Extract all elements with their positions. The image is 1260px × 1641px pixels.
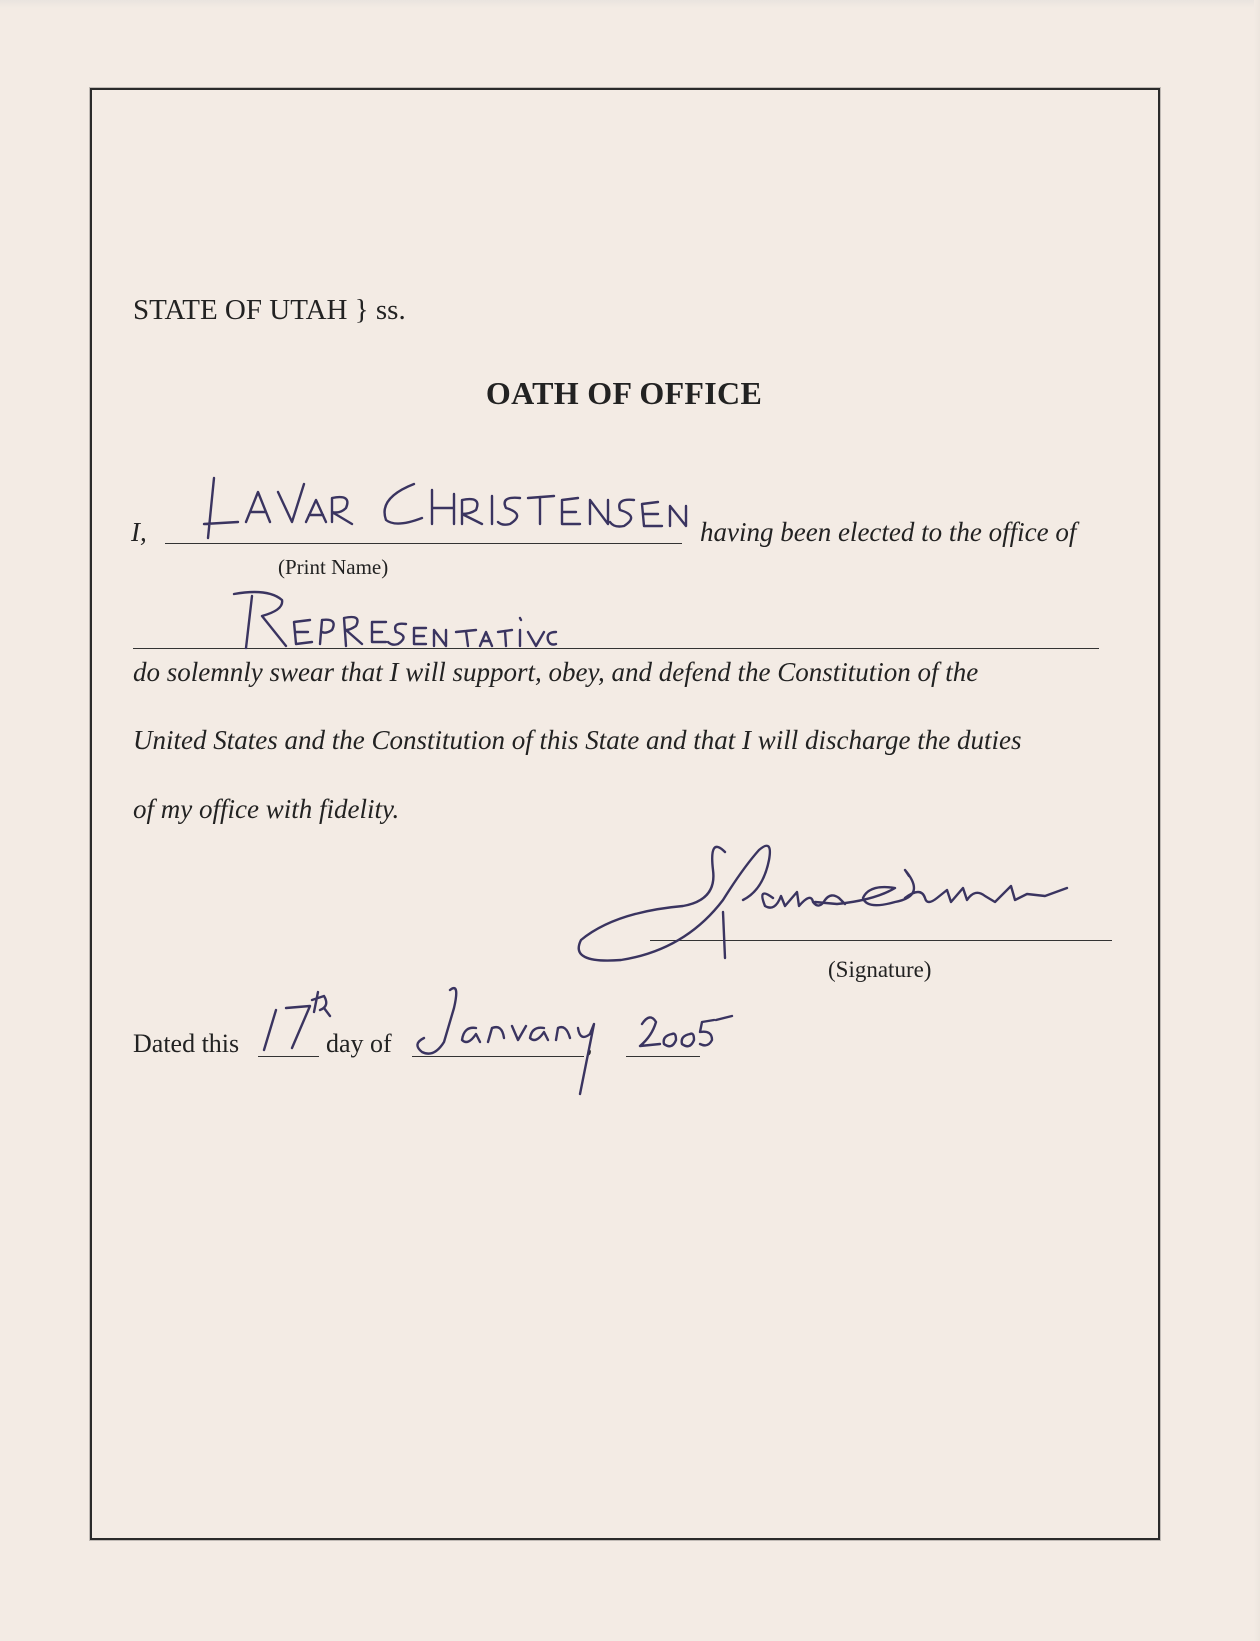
signature-caption: (Signature)	[828, 957, 932, 982]
day-line	[258, 1056, 319, 1057]
page-right-edge	[1254, 0, 1260, 1641]
page-title: OATH OF OFFICE	[485, 375, 763, 411]
oath-text-line-3: of my office with fidelity.	[133, 794, 400, 824]
handwritten-signature	[575, 840, 1115, 970]
handwritten-office	[228, 588, 558, 650]
print-name-line	[165, 543, 682, 544]
state-heading: STATE OF UTAH } ss.	[133, 294, 406, 326]
handwritten-year	[638, 1010, 734, 1058]
print-name-caption: (Print Name)	[278, 555, 389, 579]
oath-text-line-2: United States and the Constitution of this State and that I will discharge the duties	[133, 725, 1022, 755]
dated-prefix: Dated this	[133, 1029, 240, 1058]
handwritten-printed-name	[200, 470, 690, 540]
oath-intro: I,	[131, 517, 147, 547]
handwritten-month	[410, 982, 610, 1094]
day-of-text: day of	[326, 1029, 392, 1058]
page-top-edge	[0, 0, 1260, 8]
date-comma: ,	[586, 1029, 593, 1058]
oath-text-line-1: do solemnly swear that I will support, obey, and defend the Constitution of the	[133, 657, 979, 687]
elected-text: having been elected to the office of	[700, 517, 1077, 547]
handwritten-day	[260, 986, 340, 1056]
